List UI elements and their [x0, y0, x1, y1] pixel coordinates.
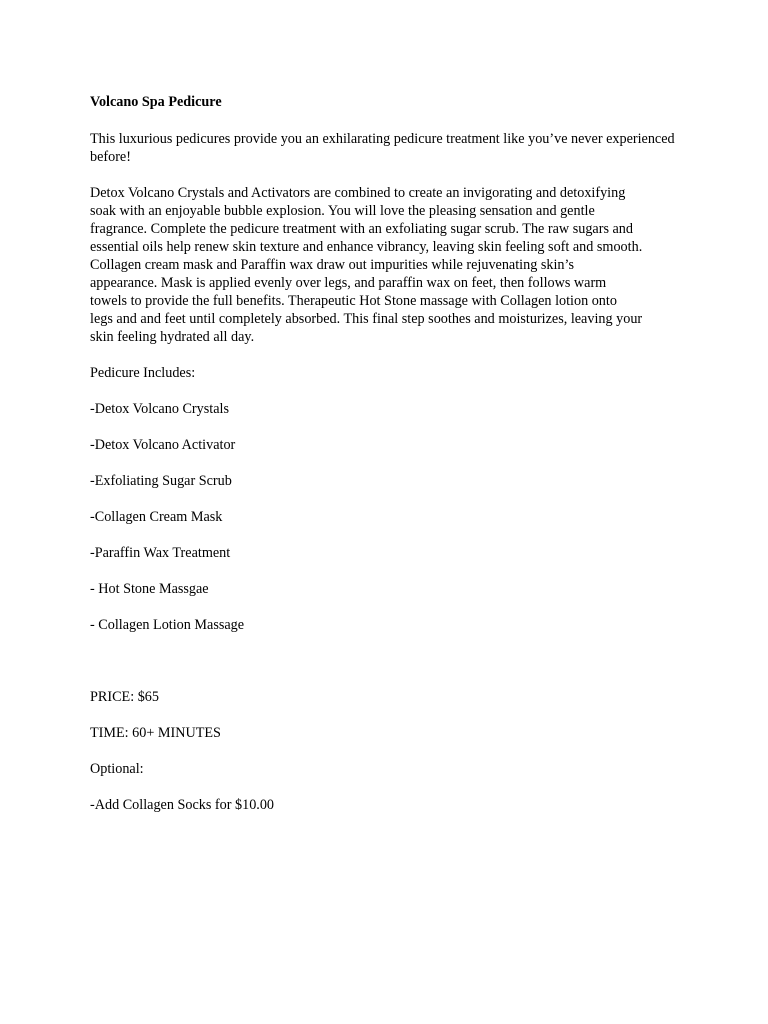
list-item: -Exfoliating Sugar Scrub [90, 473, 232, 489]
list-item: - Collagen Lotion Massage [90, 617, 245, 633]
detail-line: skin feeling hydrated all day. [90, 329, 255, 345]
includes-list [90, 400, 690, 634]
time-text: TIME: 60+ MINUTES [90, 725, 221, 741]
detail-line: soak with an enjoyable bubble explosion. You will love the pleasing sensation and gentle [90, 203, 595, 219]
includes-heading: Pedicure Includes: [90, 365, 196, 381]
list-item: - Hot Stone Massgae [90, 581, 209, 597]
list-item: -Detox Volcano Crystals [90, 401, 229, 417]
detail-line: legs and and feet until completely absorbed. This final step soothes and moisturizes, leaving your [90, 311, 643, 327]
list-item: -Paraffin Wax Treatment [90, 545, 231, 561]
page-title: Volcano Spa Pedicure [90, 94, 222, 110]
list-item: -Detox Volcano Activator [90, 437, 236, 453]
list-item: -Collagen Cream Mask [90, 509, 223, 525]
optional-heading: Optional: [90, 761, 144, 777]
detail-line: essential oils help renew skin texture and enhance vibrancy, leaving skin feeling soft and smooth. [90, 239, 643, 255]
document-page [90, 93, 690, 814]
addon-text: -Add Collagen Socks for $10.00 [90, 797, 275, 813]
detail-line: Collagen cream mask and Paraffin wax draw out impurities while rejuvenating skin’s [90, 257, 574, 273]
detail-line: towels to provide the full benefits. Therapeutic Hot Stone massage with Collagen lotion onto [90, 293, 617, 309]
price-text: PRICE: $65 [90, 689, 159, 705]
detail-line: appearance. Mask is applied evenly over legs, and paraffin wax on feet, then follows warm [90, 275, 607, 291]
detail-paragraph [90, 184, 690, 346]
detail-line: Detox Volcano Crystals and Activators are combined to create an invigorating and detoxifying [90, 185, 626, 201]
detail-line: fragrance. Complete the pedicure treatment with an exfoliating sugar scrub. The raw sugars and [90, 221, 633, 237]
intro-paragraph: This luxurious pedicures provide you an exhilarating pedicure treatment like you’ve never experienced before! [90, 131, 675, 165]
